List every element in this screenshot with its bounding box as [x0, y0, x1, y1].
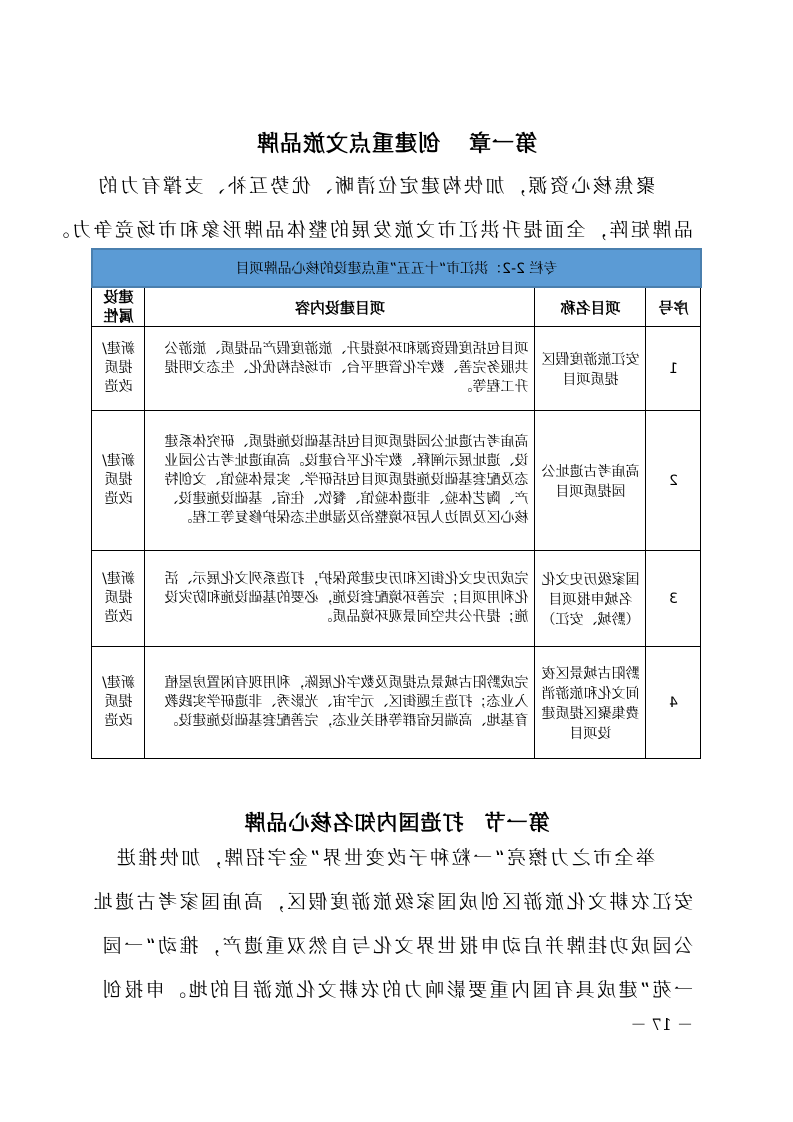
row-no: 4 — [646, 647, 701, 759]
row-no: 3 — [646, 551, 701, 647]
row-content: 项目包括度假资源和环境提升、旅游度假产品提质、旅游公共服务完善、数字化管理平台、市场结构优化、生态文明提升工程等。 — [145, 327, 535, 411]
row-name: 国家级历史文化名城申报项目（黔城、安江） — [535, 551, 646, 647]
row-content: 高庙考古遗址公园提质项目包括基础设施提质、研究体系建设、遗址展示阐释、数字化平台建设。高庙遗址考古公园业态及配套基础设施提质项目包括研学、实景体验馆、文创特产、陶艺体验、非遗体验馆、餐饮、住宿、基础设施建设、核心区及周边人居环境整治及湿地生态保护修复等工程。 — [145, 411, 535, 551]
table-row — [92, 411, 701, 551]
chapter-label: 第一章 — [468, 131, 538, 157]
intro-paragraph — [47, 164, 693, 252]
body-line-3: 公园成功挂牌并启动申报世界文化与自然双重遗产，推动“一园 — [100, 935, 693, 957]
row-attr: 新建/提质改造 — [92, 327, 145, 411]
header-content: 项目建设内容 — [145, 287, 535, 327]
table-caption: 专栏 2-2：洪江市“十五五”重点建设的核心品牌项目 — [92, 249, 701, 287]
row-attr: 新建/提质改造 — [92, 551, 145, 647]
table-caption-row — [92, 249, 701, 287]
body-paragraph — [90, 836, 693, 1012]
row-no: 2 — [646, 411, 701, 551]
row-name: 高庙考古遗址公园提质项目 — [535, 411, 646, 551]
table-row — [92, 647, 701, 759]
row-content: 完成历史文化街区和历史建筑保护，打造系列文化展示、活化利用项目；完善环境配套设施，必要的基础设施和防灾设施；提升公共空间景观环境品质。 — [145, 551, 535, 647]
row-name: 黔阳古城景区夜间文化和旅游消费集聚区提质建设项目 — [535, 647, 646, 759]
body-line-2: 安江农耕文化旅游区创成国家级旅游度假区，高庙国家考古遗址 — [90, 891, 693, 913]
row-content: 完成黔阳古城景点提质及数字化展陈，利用现有闲置房屋植入业态；打造主题街区、元宇宙、光影秀、非遗研学实践教育基地、高端民宿群等相关业态，完善配套基础设施建设。 — [145, 647, 535, 759]
row-attr: 新建/提质改造 — [92, 647, 145, 759]
table-row — [92, 551, 701, 647]
body-line-1: 举全市之力擦亮“一粒种子改变世界”金字招牌，加快推进 — [114, 847, 655, 869]
table-row — [92, 327, 701, 411]
table-header-row — [92, 287, 701, 327]
row-name: 安江旅游度假区提质项目 — [535, 327, 646, 411]
body-line-4: 一苑”建成具有国内重要影响力的农耕文化旅游目的地。申报创 — [100, 979, 693, 1001]
section-title — [0, 807, 793, 837]
page-number: － 17 － — [630, 1015, 693, 1034]
header-name: 项目名称 — [535, 287, 646, 327]
header-no: 序号 — [646, 287, 701, 327]
section-name: 打造国内知名核心品牌 — [243, 810, 464, 835]
project-table — [91, 248, 702, 759]
intro-line-1: 聚焦核心资源，加快构建定位清晰、优势互补、支撑有力的 — [95, 175, 655, 197]
header-attr: 建设属性 — [92, 287, 145, 327]
intro-line-2: 品牌矩阵，全面提升洪江市文旅发展的整体品牌形象和市场竞争力。 — [47, 219, 693, 241]
row-attr: 新建/提质改造 — [92, 411, 145, 551]
chapter-title — [0, 127, 793, 158]
row-no: 1 — [646, 327, 701, 411]
section-label: 第一节 — [483, 810, 550, 835]
chapter-name: 创建重点文旅品牌 — [255, 131, 440, 157]
